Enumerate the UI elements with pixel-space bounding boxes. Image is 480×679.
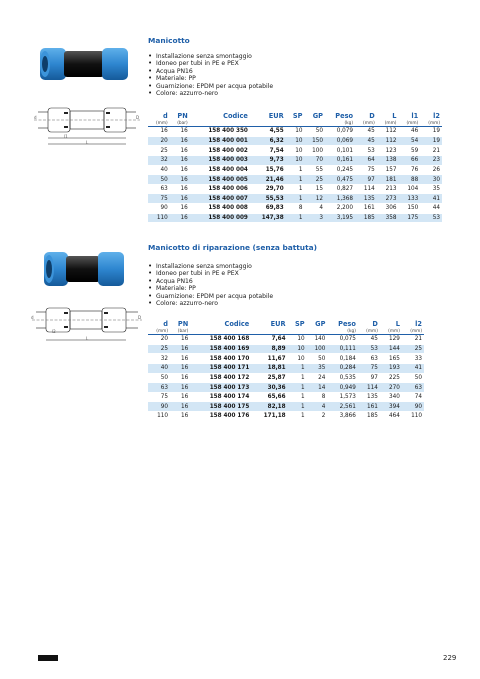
table-cell: 30,36 (251, 383, 287, 393)
feature-item: • Colore: azzurro-nero (148, 300, 273, 307)
table-cell: 59 (398, 146, 420, 156)
table-cell: 8 (307, 392, 328, 402)
table-cell: 0,184 (327, 354, 357, 364)
table-cell: 16 (170, 363, 190, 373)
table-cell: 30 (420, 175, 442, 185)
table-row (148, 383, 424, 393)
table-cell: 54 (398, 136, 420, 146)
table-cell: 158 400 006 (190, 184, 250, 194)
table-row (148, 127, 442, 137)
table-cell: 20 (148, 335, 170, 345)
table-cell: 41 (420, 194, 442, 204)
column-unit: (mm) (380, 328, 402, 335)
table-cell: 40 (148, 363, 170, 373)
table-cell: 140 (307, 335, 328, 345)
table-cell: 150 (304, 136, 325, 146)
product-photo (38, 42, 130, 86)
table-cell: 15,76 (250, 165, 286, 175)
table-cell: 0,079 (325, 127, 355, 137)
column-header: SP (292, 111, 303, 120)
table-cell: 74 (402, 392, 424, 402)
table-cell: 158 400 176 (190, 412, 251, 422)
table-cell: 53 (355, 146, 377, 156)
section-title: Manicotto (148, 36, 190, 45)
table-cell: 112 (377, 136, 399, 146)
column-unit: (mm) (148, 328, 170, 335)
table-cell: 2,561 (327, 402, 357, 412)
column-unit: (bar) (170, 120, 190, 127)
table-cell: 76 (398, 165, 420, 175)
table-cell: 157 (377, 165, 399, 175)
feature-item: • Guarnizione: EPDM per acqua potabile (148, 293, 273, 300)
table-cell: 158 400 171 (190, 363, 251, 373)
table-cell: 270 (380, 383, 402, 393)
table-cell: 70 (304, 155, 325, 165)
table-cell: 35 (307, 363, 328, 373)
feature-item: • Materiale: PP (148, 285, 273, 292)
drawing-label-l2: l2 (52, 329, 56, 334)
table-row (148, 213, 442, 223)
feature-item: • Materiale: PP (148, 75, 273, 82)
table-cell: 32 (148, 354, 170, 364)
table-cell: 3,195 (325, 213, 355, 223)
table-cell: 63 (148, 383, 170, 393)
table-cell: 158 400 008 (190, 204, 250, 214)
table-cell: 97 (355, 175, 377, 185)
table-cell: 33 (402, 354, 424, 364)
table-cell: 29,70 (250, 184, 286, 194)
table-cell: 158 400 173 (190, 383, 251, 393)
table-cell: 8,89 (251, 344, 287, 354)
table-row (148, 165, 442, 175)
table-cell: 358 (377, 213, 399, 223)
table-cell: 114 (358, 383, 380, 393)
table-cell: 1 (288, 373, 307, 383)
table-cell: 181 (377, 175, 399, 185)
table-cell: 45 (358, 335, 380, 345)
table-cell: 45 (355, 127, 377, 137)
table-cell: 46 (398, 127, 420, 137)
table-cell: 10 (286, 146, 305, 156)
table-cell: 66 (398, 155, 420, 165)
table-cell: 16 (170, 213, 190, 223)
table-cell: 158 400 172 (190, 373, 251, 383)
table-row (148, 184, 442, 194)
table-cell: 65,66 (251, 392, 287, 402)
table-cell: 150 (398, 204, 420, 214)
table-cell: 4,55 (250, 127, 286, 137)
table-cell: 63 (402, 383, 424, 393)
column-header: EUR (270, 319, 286, 328)
drawing-label-L: L (86, 140, 89, 145)
table-cell: 144 (380, 344, 402, 354)
table-row (148, 155, 442, 165)
table-cell: 21,46 (250, 175, 286, 185)
table-cell: 1 (286, 165, 305, 175)
table-row (148, 363, 424, 373)
table-cell: 50 (307, 354, 328, 364)
table-cell: 44 (420, 204, 442, 214)
table-cell: 394 (380, 402, 402, 412)
table-cell: 1 (288, 383, 307, 393)
column-header: D (372, 319, 378, 328)
table-cell: 0,075 (327, 335, 357, 345)
table-row (148, 175, 442, 185)
table-cell: 158 400 003 (190, 155, 250, 165)
column-header: Peso (338, 319, 356, 328)
column-header: l2 (415, 319, 422, 328)
table-cell: 32 (148, 155, 170, 165)
table-cell: 114 (355, 184, 377, 194)
table-row (148, 344, 424, 354)
column-header: l2 (433, 111, 440, 120)
column-header: GP (312, 111, 323, 120)
table-cell: 75 (358, 363, 380, 373)
table-cell: 104 (398, 184, 420, 194)
table-cell: 10 (286, 136, 305, 146)
column-unit: (kg) (325, 120, 355, 127)
table-cell: 3,866 (327, 412, 357, 422)
table-cell: 53 (420, 213, 442, 223)
table-cell: 0,827 (325, 184, 355, 194)
column-header: EUR (268, 111, 284, 120)
table-cell: 21 (420, 146, 442, 156)
feature-item: • Installazione senza smontaggio (148, 263, 273, 270)
table-cell: 16 (170, 184, 190, 194)
column-unit: (mm) (420, 120, 442, 127)
table-cell: 19 (420, 127, 442, 137)
table-cell: 8 (286, 204, 305, 214)
column-unit: (mm) (148, 120, 170, 127)
table-cell: 16 (170, 392, 190, 402)
table-cell: 14 (307, 383, 328, 393)
table-cell: 4 (304, 204, 325, 214)
table-cell: 193 (380, 363, 402, 373)
product-photo (42, 247, 126, 291)
table-cell: 90 (148, 204, 170, 214)
table-cell: 16 (170, 194, 190, 204)
table-cell: 0,069 (325, 136, 355, 146)
table-row (148, 146, 442, 156)
feature-item: • Idoneo per tubi in PE e PEX (148, 270, 273, 277)
drawing-label-l1: l1 (64, 134, 68, 139)
table-cell: 16 (170, 354, 190, 364)
table-cell: 1 (286, 194, 305, 204)
feature-item: • Colore: azzurro-nero (148, 90, 273, 97)
table-cell: 16 (148, 127, 170, 137)
column-header: Codice (224, 319, 250, 328)
table-cell: 25 (402, 344, 424, 354)
table-cell: 158 400 168 (190, 335, 251, 345)
table-cell: 25 (304, 175, 325, 185)
table-cell: 45 (355, 136, 377, 146)
table-cell: 12 (304, 194, 325, 204)
table-row (148, 354, 424, 364)
table-cell: 133 (398, 194, 420, 204)
table-cell: 41 (402, 363, 424, 373)
feature-item: • Installazione senza smontaggio (148, 53, 273, 60)
table-cell: 16 (170, 136, 190, 146)
table-cell: 16 (170, 412, 190, 422)
table-cell: 25 (148, 146, 170, 156)
table-cell: 161 (355, 204, 377, 214)
table-cell: 50 (304, 127, 325, 137)
table-cell: 6,32 (250, 136, 286, 146)
table-cell: 24 (307, 373, 328, 383)
table-cell: 185 (355, 213, 377, 223)
table-cell: 2 (307, 412, 328, 422)
column-unit: (bar) (170, 328, 190, 335)
column-unit: (mm) (358, 328, 380, 335)
table-cell: 158 400 350 (190, 127, 250, 137)
table-cell: 23 (420, 155, 442, 165)
table-cell: 50 (148, 175, 170, 185)
table-cell: 55,53 (250, 194, 286, 204)
feature-item: • Idoneo per tubi in PE e PEX (148, 60, 273, 67)
column-header: GP (315, 319, 326, 328)
table-cell: 4 (307, 402, 328, 412)
table-cell: 50 (402, 373, 424, 383)
table-cell: 19 (420, 136, 442, 146)
table-cell: 7,64 (251, 335, 287, 345)
table-row (148, 402, 424, 412)
table-cell: 273 (377, 194, 399, 204)
table-cell: 1 (288, 412, 307, 422)
table-cell: 1,573 (327, 392, 357, 402)
column-header: L (392, 111, 397, 120)
drawing-label-D: D (138, 315, 142, 320)
table-row (148, 392, 424, 402)
table-cell: 158 400 005 (190, 175, 250, 185)
spec-table (148, 111, 442, 223)
table-cell: 16 (170, 344, 190, 354)
table-cell: 16 (170, 383, 190, 393)
table-cell: 16 (170, 335, 190, 345)
table-cell: 100 (304, 146, 325, 156)
table-cell: 40 (148, 165, 170, 175)
table-cell: 340 (380, 392, 402, 402)
table-cell: 35 (420, 184, 442, 194)
table-cell: 0,101 (325, 146, 355, 156)
column-header: PN (177, 111, 188, 120)
table-cell: 0,111 (327, 344, 357, 354)
table-cell: 55 (304, 165, 325, 175)
table-cell: 69,83 (250, 204, 286, 214)
column-header: d (163, 319, 169, 328)
column-header: d (162, 111, 168, 120)
table-cell: 0,535 (327, 373, 357, 383)
column-header: SP (295, 319, 305, 328)
table-cell: 9,73 (250, 155, 286, 165)
table-row (148, 373, 424, 383)
table-cell: 10 (288, 335, 307, 345)
feature-item: • Acqua PN16 (148, 278, 273, 285)
table-cell: 225 (380, 373, 402, 383)
table-cell: 75 (148, 194, 170, 204)
table-cell: 135 (358, 392, 380, 402)
table-cell: 175 (398, 213, 420, 223)
table-cell: 147,38 (250, 213, 286, 223)
table-cell: 0,284 (327, 363, 357, 373)
table-cell: 161 (358, 402, 380, 412)
column-unit: (mm) (402, 328, 424, 335)
table-cell: 25 (148, 344, 170, 354)
feature-list (148, 263, 273, 307)
table-cell: 158 400 174 (190, 392, 251, 402)
table-cell: 158 400 009 (190, 213, 250, 223)
table-cell: 158 400 169 (190, 344, 251, 354)
table-cell: 110 (148, 213, 170, 223)
table-cell: 1 (288, 392, 307, 402)
column-header: Codice (223, 111, 248, 120)
table-cell: 1 (288, 363, 307, 373)
column-header: Peso (335, 111, 354, 120)
spec-table (148, 319, 424, 422)
drawing-label-D: D (136, 115, 140, 120)
table-cell: 26 (420, 165, 442, 175)
table-cell: 100 (307, 344, 328, 354)
table-cell: 0,475 (325, 175, 355, 185)
table-cell: 1 (286, 175, 305, 185)
table-row (148, 412, 424, 422)
table-cell: 63 (148, 184, 170, 194)
table-cell: 16 (170, 165, 190, 175)
column-unit: (kg) (327, 328, 357, 335)
drawing-label-L: L (86, 336, 89, 341)
table-cell: 110 (402, 412, 424, 422)
table-cell: 63 (358, 354, 380, 364)
table-cell: 16 (170, 373, 190, 383)
table-cell: 112 (377, 127, 399, 137)
page-tab-marker (38, 655, 58, 661)
table-cell: 213 (377, 184, 399, 194)
column-header: PN (177, 319, 189, 328)
table-header-row (148, 111, 442, 120)
section-title: Manicotto di riparazione (senza battuta) (148, 243, 317, 252)
table-row (148, 194, 442, 204)
table-row (148, 335, 424, 345)
table-cell: 16 (170, 402, 190, 412)
table-cell: 158 400 002 (190, 146, 250, 156)
table-cell: 158 400 175 (190, 402, 251, 412)
table-cell: 1,368 (325, 194, 355, 204)
table-cell: 90 (148, 402, 170, 412)
table-cell: 97 (358, 373, 380, 383)
table-cell: 158 400 007 (190, 194, 250, 204)
column-header: D (369, 111, 375, 120)
table-cell: 20 (148, 136, 170, 146)
column-unit: (mm) (355, 120, 377, 127)
table-cell: 3 (304, 213, 325, 223)
table-cell: 11,67 (251, 354, 287, 364)
feature-item: • Guarnizione: EPDM per acqua potabile (148, 83, 273, 90)
table-row (148, 204, 442, 214)
table-cell: 10 (288, 344, 307, 354)
table-cell: 129 (380, 335, 402, 345)
table-cell: 15 (304, 184, 325, 194)
table-cell: 88 (398, 175, 420, 185)
table-row (148, 136, 442, 146)
table-cell: 53 (358, 344, 380, 354)
table-cell: 16 (170, 175, 190, 185)
table-cell: 10 (288, 354, 307, 364)
table-cell: 16 (170, 127, 190, 137)
table-cell: 75 (148, 392, 170, 402)
table-cell: 25,87 (251, 373, 287, 383)
table-cell: 75 (355, 165, 377, 175)
column-unit: (mm) (398, 120, 420, 127)
table-cell: 0,245 (325, 165, 355, 175)
table-cell: 138 (377, 155, 399, 165)
table-cell: 10 (286, 127, 305, 137)
table-cell: 18,81 (251, 363, 287, 373)
table-cell: 90 (402, 402, 424, 412)
table-cell: 185 (358, 412, 380, 422)
drawing-label-d: d (31, 315, 34, 320)
table-cell: 64 (355, 155, 377, 165)
table-cell: 158 400 001 (190, 136, 250, 146)
feature-list (148, 53, 273, 97)
table-cell: 135 (355, 194, 377, 204)
table-cell: 464 (380, 412, 402, 422)
table-cell: 1 (286, 184, 305, 194)
table-cell: 16 (170, 146, 190, 156)
drawing-label-d: d (34, 115, 37, 120)
table-cell: 16 (170, 204, 190, 214)
table-cell: 171,18 (251, 412, 287, 422)
table-cell: 16 (170, 155, 190, 165)
column-unit: (mm) (377, 120, 399, 127)
table-cell: 1 (286, 213, 305, 223)
table-cell: 110 (148, 412, 170, 422)
feature-item: • Acqua PN16 (148, 68, 273, 75)
table-cell: 50 (148, 373, 170, 383)
table-cell: 21 (402, 335, 424, 345)
table-cell: 2,200 (325, 204, 355, 214)
table-cell: 306 (377, 204, 399, 214)
table-header-row (148, 319, 424, 328)
column-header: L (395, 319, 400, 328)
table-cell: 165 (380, 354, 402, 364)
table-cell: 158 400 004 (190, 165, 250, 175)
table-cell: 123 (377, 146, 399, 156)
page-number: 229 (443, 654, 457, 662)
table-cell: 1 (288, 402, 307, 412)
table-cell: 0,949 (327, 383, 357, 393)
column-header: l1 (411, 111, 419, 120)
table-cell: 10 (286, 155, 305, 165)
table-cell: 0,161 (325, 155, 355, 165)
table-cell: 7,54 (250, 146, 286, 156)
table-cell: 82,18 (251, 402, 287, 412)
table-cell: 158 400 170 (190, 354, 251, 364)
